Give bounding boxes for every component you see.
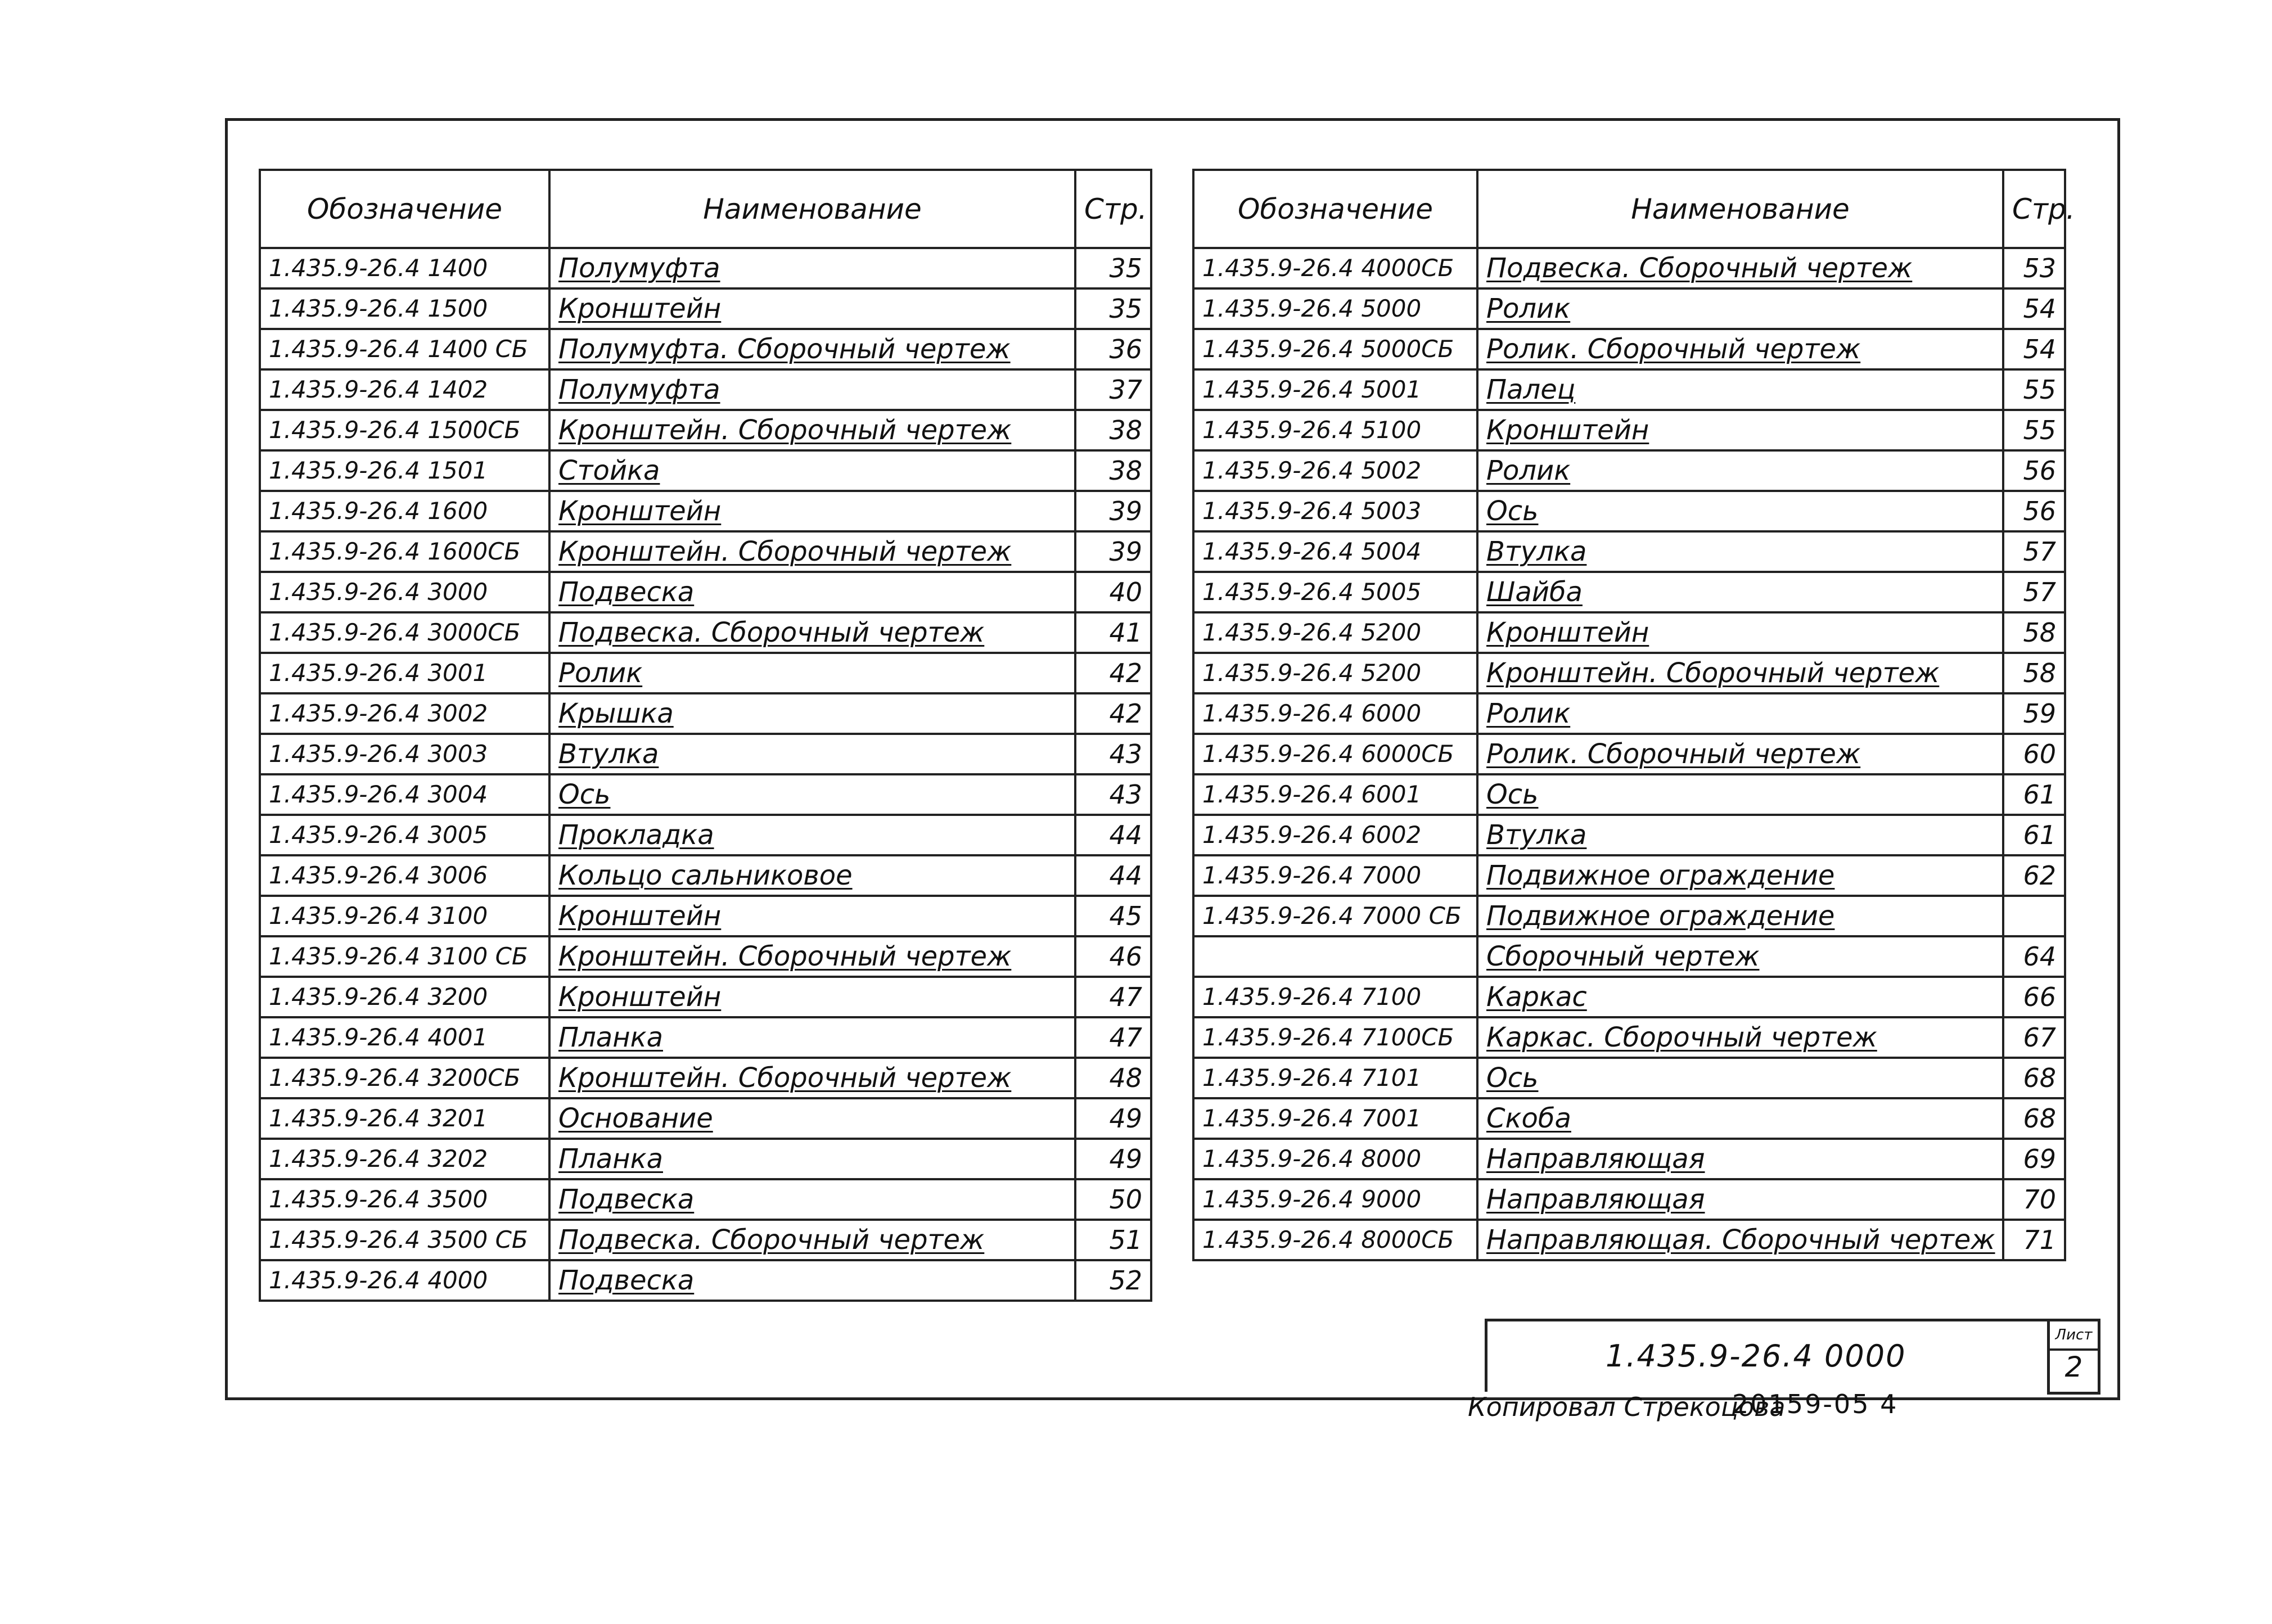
table-row	[260, 450, 1151, 491]
row-page: 70	[2003, 1179, 2065, 1220]
row-name: Кронштейн	[549, 491, 1075, 531]
row-name: Планка	[549, 1017, 1075, 1058]
row-name: Кронштейн	[549, 288, 1075, 329]
row-name: Подвеска. Сборочный чертеж	[549, 1220, 1075, 1260]
table-row	[1193, 774, 2065, 815]
document-code: 1.435.9-26.4 0000	[1606, 1338, 1906, 1374]
sheet-label: Лист	[2050, 1321, 2098, 1351]
row-designation: 1.435.9-26.4 1500	[260, 288, 549, 329]
row-designation: 1.435.9-26.4 3006	[260, 855, 549, 896]
row-page: 45	[1075, 896, 1151, 936]
row-name: Полумуфта. Сборочный чертеж	[549, 329, 1075, 369]
header-designation: Обозначение	[1193, 170, 1477, 248]
row-page: 35	[1075, 248, 1151, 288]
table-row	[260, 815, 1151, 855]
sheet-box	[2047, 1319, 2100, 1395]
table-row	[1193, 612, 2065, 653]
table-row	[1193, 1139, 2065, 1179]
header-page: Стр.	[1075, 170, 1151, 248]
row-page: 52	[1075, 1260, 1151, 1301]
row-page: 61	[2003, 774, 2065, 815]
table-row	[1193, 855, 2065, 896]
row-designation: 1.435.9-26.4 1400 СБ	[260, 329, 549, 369]
row-designation: 1.435.9-26.4 7000	[1193, 855, 1477, 896]
table-row	[260, 288, 1151, 329]
table-row	[1193, 1017, 2065, 1058]
row-designation	[1193, 936, 1477, 977]
row-page: 41	[1075, 612, 1151, 653]
table-row	[260, 693, 1151, 734]
table-row	[260, 248, 1151, 288]
row-designation: 1.435.9-26.4 1600	[260, 491, 549, 531]
sheet-number: 2	[2064, 1351, 2083, 1383]
table-row	[260, 653, 1151, 693]
row-page: 44	[1075, 815, 1151, 855]
row-name: Кольцо сальниковое	[549, 855, 1075, 896]
row-name: Ролик	[549, 653, 1075, 693]
row-name: Шайба	[1477, 572, 2003, 612]
row-page: 71	[2003, 1220, 2065, 1260]
table-header-row	[260, 170, 1151, 248]
table-row	[260, 1179, 1151, 1220]
table-row	[260, 1139, 1151, 1179]
row-designation: 1.435.9-26.4 1402	[260, 369, 549, 410]
row-page: 67	[2003, 1017, 2065, 1058]
row-name: Втулка	[549, 734, 1075, 774]
table-row	[260, 369, 1151, 410]
row-name: Стойка	[549, 450, 1075, 491]
row-designation: 1.435.9-26.4 3500	[260, 1179, 549, 1220]
row-name: Кронштейн	[549, 896, 1075, 936]
row-name: Направляющая	[1477, 1179, 2003, 1220]
row-designation: 1.435.9-26.4 1400	[260, 248, 549, 288]
table-row	[260, 774, 1151, 815]
row-designation: 1.435.9-26.4 3201	[260, 1098, 549, 1139]
table-row	[260, 1260, 1151, 1301]
row-designation: 1.435.9-26.4 7101	[1193, 1058, 1477, 1098]
table-row	[1193, 977, 2065, 1017]
row-name: Направляющая	[1477, 1139, 2003, 1179]
row-name: Ролик. Сборочный чертеж	[1477, 734, 2003, 774]
row-designation: 1.435.9-26.4 4000	[260, 1260, 549, 1301]
row-name: Кронштейн. Сборочный чертеж	[549, 1058, 1075, 1098]
row-designation: 1.435.9-26.4 3500 СБ	[260, 1220, 549, 1260]
row-name: Сборочный чертеж	[1477, 936, 2003, 977]
row-designation: 1.435.9-26.4 1500СБ	[260, 410, 549, 450]
row-designation: 1.435.9-26.4 6000	[1193, 693, 1477, 734]
row-designation: 1.435.9-26.4 3100	[260, 896, 549, 936]
table-row	[1193, 410, 2065, 450]
table-row	[260, 572, 1151, 612]
row-page: 49	[1075, 1139, 1151, 1179]
archive-number: 20159-05 4	[1732, 1389, 1899, 1419]
row-name: Ролик	[1477, 693, 2003, 734]
row-designation: 1.435.9-26.4 3001	[260, 653, 549, 693]
table-row	[1193, 896, 2065, 936]
row-name: Кронштейн. Сборочный чертеж	[549, 531, 1075, 572]
row-name: Кронштейн	[1477, 612, 2003, 653]
row-designation: 1.435.9-26.4 5200	[1193, 612, 1477, 653]
row-page: 50	[1075, 1179, 1151, 1220]
table-row	[260, 410, 1151, 450]
table-row	[260, 977, 1151, 1017]
row-name: Полумуфта	[549, 248, 1075, 288]
row-page: 47	[1075, 1017, 1151, 1058]
row-name: Ролик	[1477, 450, 2003, 491]
table-row	[260, 531, 1151, 572]
row-name: Ось	[1477, 1058, 2003, 1098]
table-row	[1193, 369, 2065, 410]
row-page: 68	[2003, 1058, 2065, 1098]
row-page: 58	[2003, 612, 2065, 653]
row-designation: 1.435.9-26.4 5003	[1193, 491, 1477, 531]
table-row	[1193, 1058, 2065, 1098]
table-row	[1193, 1220, 2065, 1260]
row-designation: 1.435.9-26.4 6002	[1193, 815, 1477, 855]
row-page: 59	[2003, 693, 2065, 734]
row-name: Подвижное ограждение	[1477, 855, 2003, 896]
row-name: Подвеска	[549, 1260, 1075, 1301]
row-designation: 1.435.9-26.4 3005	[260, 815, 549, 855]
table-row	[1193, 450, 2065, 491]
row-page: 37	[1075, 369, 1151, 410]
row-name: Кронштейн. Сборочный чертеж	[1477, 653, 2003, 693]
row-designation: 1.435.9-26.4 8000	[1193, 1139, 1477, 1179]
row-designation: 1.435.9-26.4 5000	[1193, 288, 1477, 329]
row-name: Направляющая. Сборочный чертеж	[1477, 1220, 2003, 1260]
row-name: Подвеска. Сборочный чертеж	[1477, 248, 2003, 288]
table-header-row	[1193, 170, 2065, 248]
row-name: Подвеска	[549, 1179, 1075, 1220]
row-page: 51	[1075, 1220, 1151, 1260]
row-page: 61	[2003, 815, 2065, 855]
row-designation: 1.435.9-26.4 3200	[260, 977, 549, 1017]
row-designation: 1.435.9-26.4 3200СБ	[260, 1058, 549, 1098]
table-row	[1193, 1179, 2065, 1220]
row-name: Планка	[549, 1139, 1075, 1179]
table-row	[260, 491, 1151, 531]
header-name: Наименование	[549, 170, 1075, 248]
row-page: 44	[1075, 855, 1151, 896]
row-name: Ролик. Сборочный чертеж	[1477, 329, 2003, 369]
row-designation: 1.435.9-26.4 1600СБ	[260, 531, 549, 572]
row-designation: 1.435.9-26.4 3000	[260, 572, 549, 612]
row-page: 57	[2003, 572, 2065, 612]
table-row	[260, 1017, 1151, 1058]
row-page: 40	[1075, 572, 1151, 612]
table-row	[260, 612, 1151, 653]
row-designation: 1.435.9-26.4 8000СБ	[1193, 1220, 1477, 1260]
row-page: 54	[2003, 288, 2065, 329]
row-page: 39	[1075, 491, 1151, 531]
row-page: 66	[2003, 977, 2065, 1017]
row-name: Кронштейн	[1477, 410, 2003, 450]
row-designation: 1.435.9-26.4 3003	[260, 734, 549, 774]
row-designation: 1.435.9-26.4 7100СБ	[1193, 1017, 1477, 1058]
table-row	[1193, 491, 2065, 531]
row-page: 69	[2003, 1139, 2065, 1179]
row-name: Ось	[549, 774, 1075, 815]
right-spec-table	[1192, 169, 2075, 1261]
row-page: 36	[1075, 329, 1151, 369]
table-row	[1193, 329, 2065, 369]
row-page: 68	[2003, 1098, 2065, 1139]
table-row	[260, 734, 1151, 774]
row-name: Каркас. Сборочный чертеж	[1477, 1017, 2003, 1058]
header-page: Стр.	[2003, 170, 2065, 248]
row-page: 42	[1075, 653, 1151, 693]
table-row	[1193, 936, 2065, 977]
table-row	[1193, 288, 2065, 329]
row-designation: 1.435.9-26.4 7000 СБ	[1193, 896, 1477, 936]
row-designation: 1.435.9-26.4 3002	[260, 693, 549, 734]
row-name: Крышка	[549, 693, 1075, 734]
row-designation: 1.435.9-26.4 7001	[1193, 1098, 1477, 1139]
row-designation: 1.435.9-26.4 5001	[1193, 369, 1477, 410]
table-row	[260, 855, 1151, 896]
row-page: 43	[1075, 774, 1151, 815]
row-page	[2003, 896, 2065, 936]
row-designation: 1.435.9-26.4 5100	[1193, 410, 1477, 450]
row-designation: 1.435.9-26.4 3000СБ	[260, 612, 549, 653]
row-name: Полумуфта	[549, 369, 1075, 410]
row-name: Ось	[1477, 774, 2003, 815]
table-row	[1193, 734, 2065, 774]
table-row	[260, 936, 1151, 977]
table-row	[1193, 815, 2065, 855]
row-page: 38	[1075, 450, 1151, 491]
copied-by-note: Копировал Стрекоцова	[1468, 1392, 1786, 1422]
table-row	[260, 896, 1151, 936]
row-name: Подвеска. Сборочный чертеж	[549, 612, 1075, 653]
row-designation: 1.435.9-26.4 5200	[1193, 653, 1477, 693]
row-page: 56	[2003, 491, 2065, 531]
row-designation: 1.435.9-26.4 1501	[260, 450, 549, 491]
row-page: 39	[1075, 531, 1151, 572]
row-page: 64	[2003, 936, 2065, 977]
row-name: Подвеска	[549, 572, 1075, 612]
row-page: 57	[2003, 531, 2065, 572]
title-block	[1485, 1319, 2100, 1392]
header-name: Наименование	[1477, 170, 2003, 248]
row-designation: 1.435.9-26.4 3100 СБ	[260, 936, 549, 977]
table-row	[260, 329, 1151, 369]
table-row	[1193, 653, 2065, 693]
table-row	[260, 1058, 1151, 1098]
row-page: 47	[1075, 977, 1151, 1017]
row-page: 38	[1075, 410, 1151, 450]
row-designation: 1.435.9-26.4 5002	[1193, 450, 1477, 491]
row-page: 62	[2003, 855, 2065, 896]
row-name: Ролик	[1477, 288, 2003, 329]
row-page: 54	[2003, 329, 2065, 369]
row-designation: 1.435.9-26.4 7100	[1193, 977, 1477, 1017]
table-row	[260, 1098, 1151, 1139]
row-name: Прокладка	[549, 815, 1075, 855]
row-name: Каркас	[1477, 977, 2003, 1017]
header-designation: Обозначение	[260, 170, 549, 248]
row-page: 49	[1075, 1098, 1151, 1139]
row-page: 43	[1075, 734, 1151, 774]
row-designation: 1.435.9-26.4 9000	[1193, 1179, 1477, 1220]
row-name: Подвижное ограждение	[1477, 896, 2003, 936]
row-page: 55	[2003, 369, 2065, 410]
row-page: 56	[2003, 450, 2065, 491]
row-name: Кронштейн. Сборочный чертеж	[549, 936, 1075, 977]
row-name: Палец	[1477, 369, 2003, 410]
row-page: 48	[1075, 1058, 1151, 1098]
table-row	[1193, 572, 2065, 612]
row-page: 55	[2003, 410, 2065, 450]
row-designation: 1.435.9-26.4 5005	[1193, 572, 1477, 612]
table-row	[1193, 248, 2065, 288]
row-name: Основание	[549, 1098, 1075, 1139]
row-designation: 1.435.9-26.4 6000СБ	[1193, 734, 1477, 774]
table-row	[260, 1220, 1151, 1260]
row-designation: 1.435.9-26.4 5000СБ	[1193, 329, 1477, 369]
row-designation: 1.435.9-26.4 3004	[260, 774, 549, 815]
table-row	[1193, 531, 2065, 572]
row-page: 42	[1075, 693, 1151, 734]
row-name: Ось	[1477, 491, 2003, 531]
row-designation: 1.435.9-26.4 3202	[260, 1139, 549, 1179]
row-name: Кронштейн. Сборочный чертеж	[549, 410, 1075, 450]
row-designation: 1.435.9-26.4 4001	[260, 1017, 549, 1058]
left-spec-table	[259, 169, 1152, 1302]
row-page: 35	[1075, 288, 1151, 329]
table-row	[1193, 693, 2065, 734]
row-page: 46	[1075, 936, 1151, 977]
row-name: Скоба	[1477, 1098, 2003, 1139]
row-name: Кронштейн	[549, 977, 1075, 1017]
row-name: Втулка	[1477, 815, 2003, 855]
row-designation: 1.435.9-26.4 5004	[1193, 531, 1477, 572]
row-page: 58	[2003, 653, 2065, 693]
row-name: Втулка	[1477, 531, 2003, 572]
table-row	[1193, 1098, 2065, 1139]
row-page: 60	[2003, 734, 2065, 774]
row-designation: 1.435.9-26.4 6001	[1193, 774, 1477, 815]
row-page: 53	[2003, 248, 2065, 288]
row-designation: 1.435.9-26.4 4000СБ	[1193, 248, 1477, 288]
